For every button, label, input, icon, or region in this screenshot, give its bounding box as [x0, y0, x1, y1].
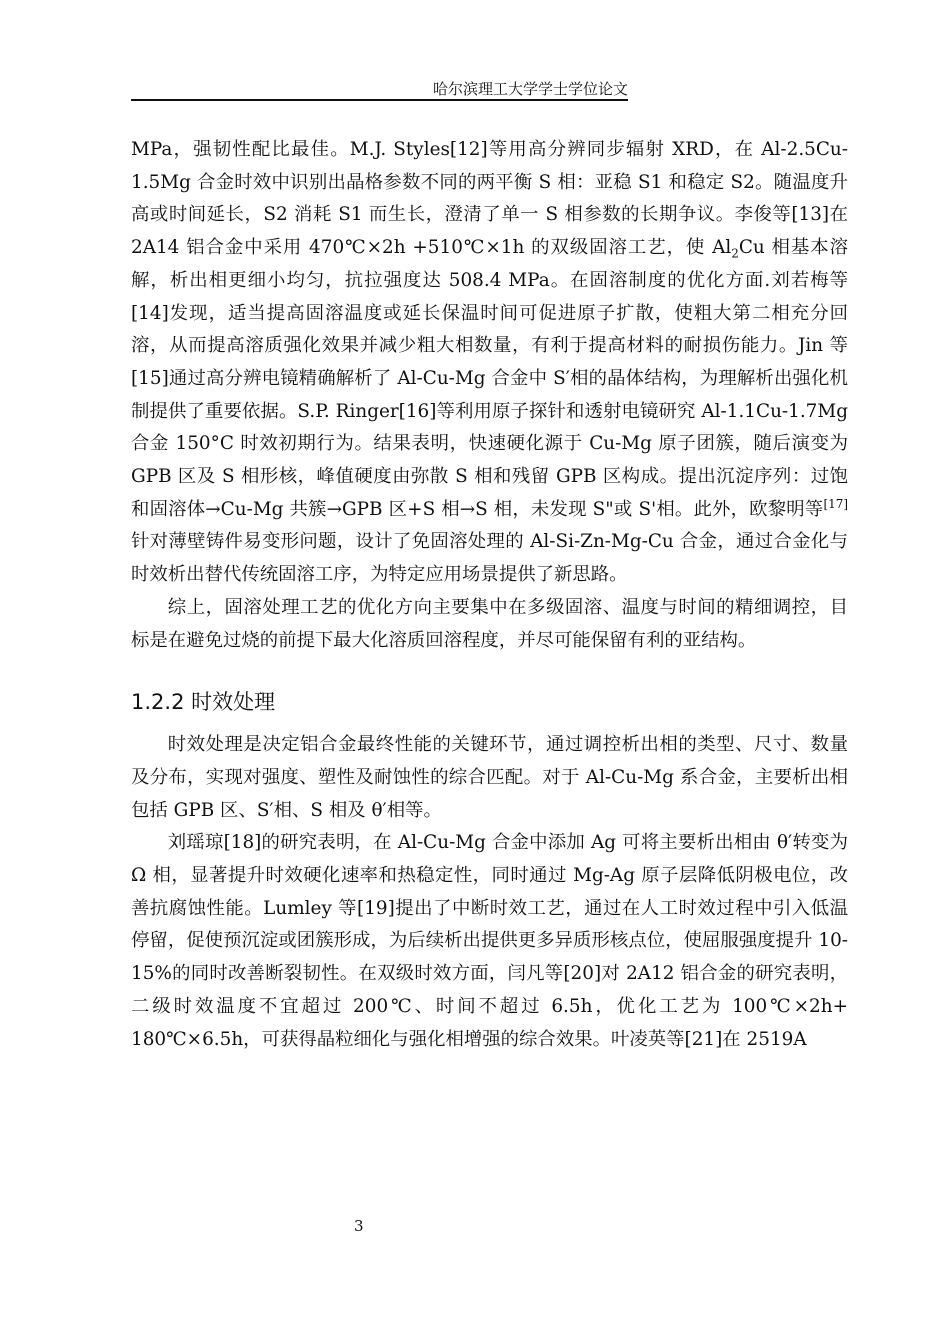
- page-header: 哈尔滨理工大学学士学位论文: [432, 80, 628, 98]
- text-run: Cu 相基本溶解，析出相更细小均匀，抗拉强度达 508.4 MPa。在固溶制度的优化方面.刘若梅等[14]发现，适当提高固溶温度或延长保温时间可促进原子扩散，使粗大第二相充分回溶，从而提高溶质强化效果并减少粗大相数量，有利于提高材料的耐损伤能力。Jin 等[15]通过高分辨电镜精确解析了 Al-Cu-Mg 合金中 S′相的晶体结构，为理解析出强化机制提供了重要依据。S.P. Ringer[16]等利用原子探针和透射电镜研究 Al-1.1Cu-1.7Mg 合金 150°C 时效初期行为。结果表明，快速硬化源于 Cu-Mg 原子团簇，随后演变为 GPB 区及 S 相形核，峰值硬度由弥散 S 相和残留 GPB 区构成。提出沉淀序列：过饱和固溶体→Cu-Mg 共簇→GPB 区+S 相→S 相，未发现 S"或 S'相。此外，欧黎明等: [131, 237, 848, 520]
- paragraph: [131, 592, 848, 657]
- paragraph: [131, 134, 848, 592]
- paragraph: [131, 729, 848, 827]
- text-run: MPa，强韧性配比最佳。M.J. Styles[12]等用高分辨同步辐射 XRD，在 Al-2.5Cu-1.5Mg 合金时效中识别出晶格参数不同的两平衡 S 相：亚稳 S1 和稳定 S2。随温度升高或时间延长，S2 消耗 S1 而生长，澄清了单一 S 相参数的长期争议。李俊等[13]在 2A14 铝合金中采用 470℃×2h +510℃×1h 的双级固溶工艺，使 Al: [131, 139, 848, 259]
- paragraph: [131, 827, 848, 1056]
- header-rule: [131, 99, 628, 101]
- section-heading: 1.2.2 时效处理: [131, 690, 276, 715]
- paragraph-group-aging: [131, 729, 848, 1056]
- text-run: 综上，固溶处理工艺的优化方向主要集中在多级固溶、温度与时间的精细调控，目标是在避免过烧的前提下最大化溶质回溶程度，并尽可能保留有利的亚结构。: [131, 596, 848, 651]
- subscript: 2: [731, 246, 739, 261]
- text-run: 针对薄壁铸件易变形问题，设计了免固溶处理的 Al-Si-Zn-Mg-Cu 合金，通过合金化与时效析出替代传统固溶工序，为特定应用场景提供了新思路。: [131, 531, 848, 586]
- paragraph-group-intro: [131, 134, 848, 657]
- citation-superscript: [17]: [823, 496, 848, 511]
- text-run: 时效处理是决定铝合金最终性能的关键环节，通过调控析出相的类型、尺寸、数量及分布，实现对强度、塑性及耐蚀性的综合匹配。对于 Al-Cu-Mg 系合金，主要析出相包括 GPB 区、S′相、S 相及 θ′相等。: [131, 734, 848, 821]
- body-text: [131, 134, 848, 1056]
- text-run: 刘瑶琼[18]的研究表明，在 Al-Cu-Mg 合金中添加 Ag 可将主要析出相由 θ′转变为 Ω 相，显著提升时效硬化速率和热稳定性，同时通过 Mg-Ag 原子层降低阴极电位，改善抗腐蚀性能。Lumley 等[19]提出了中断时效工艺，通过在人工时效过程中引入低温停留，促使预沉淀或团簇形成，为后续析出提供更多异质形核点位，使屈服强度提升 10-15%的同时改善断裂韧性。在双级时效方面，闫凡等[20]对 2A12 铝合金的研究表明，二级时效温度不宜超过 200℃、时间不超过 6.5h，优化工艺为 100℃×2h+ 180℃×6.5h，可获得晶粒细化与强化相增强的综合效果。叶凌英等[21]在 2519A: [131, 832, 848, 1050]
- page-number: 3: [354, 1217, 364, 1235]
